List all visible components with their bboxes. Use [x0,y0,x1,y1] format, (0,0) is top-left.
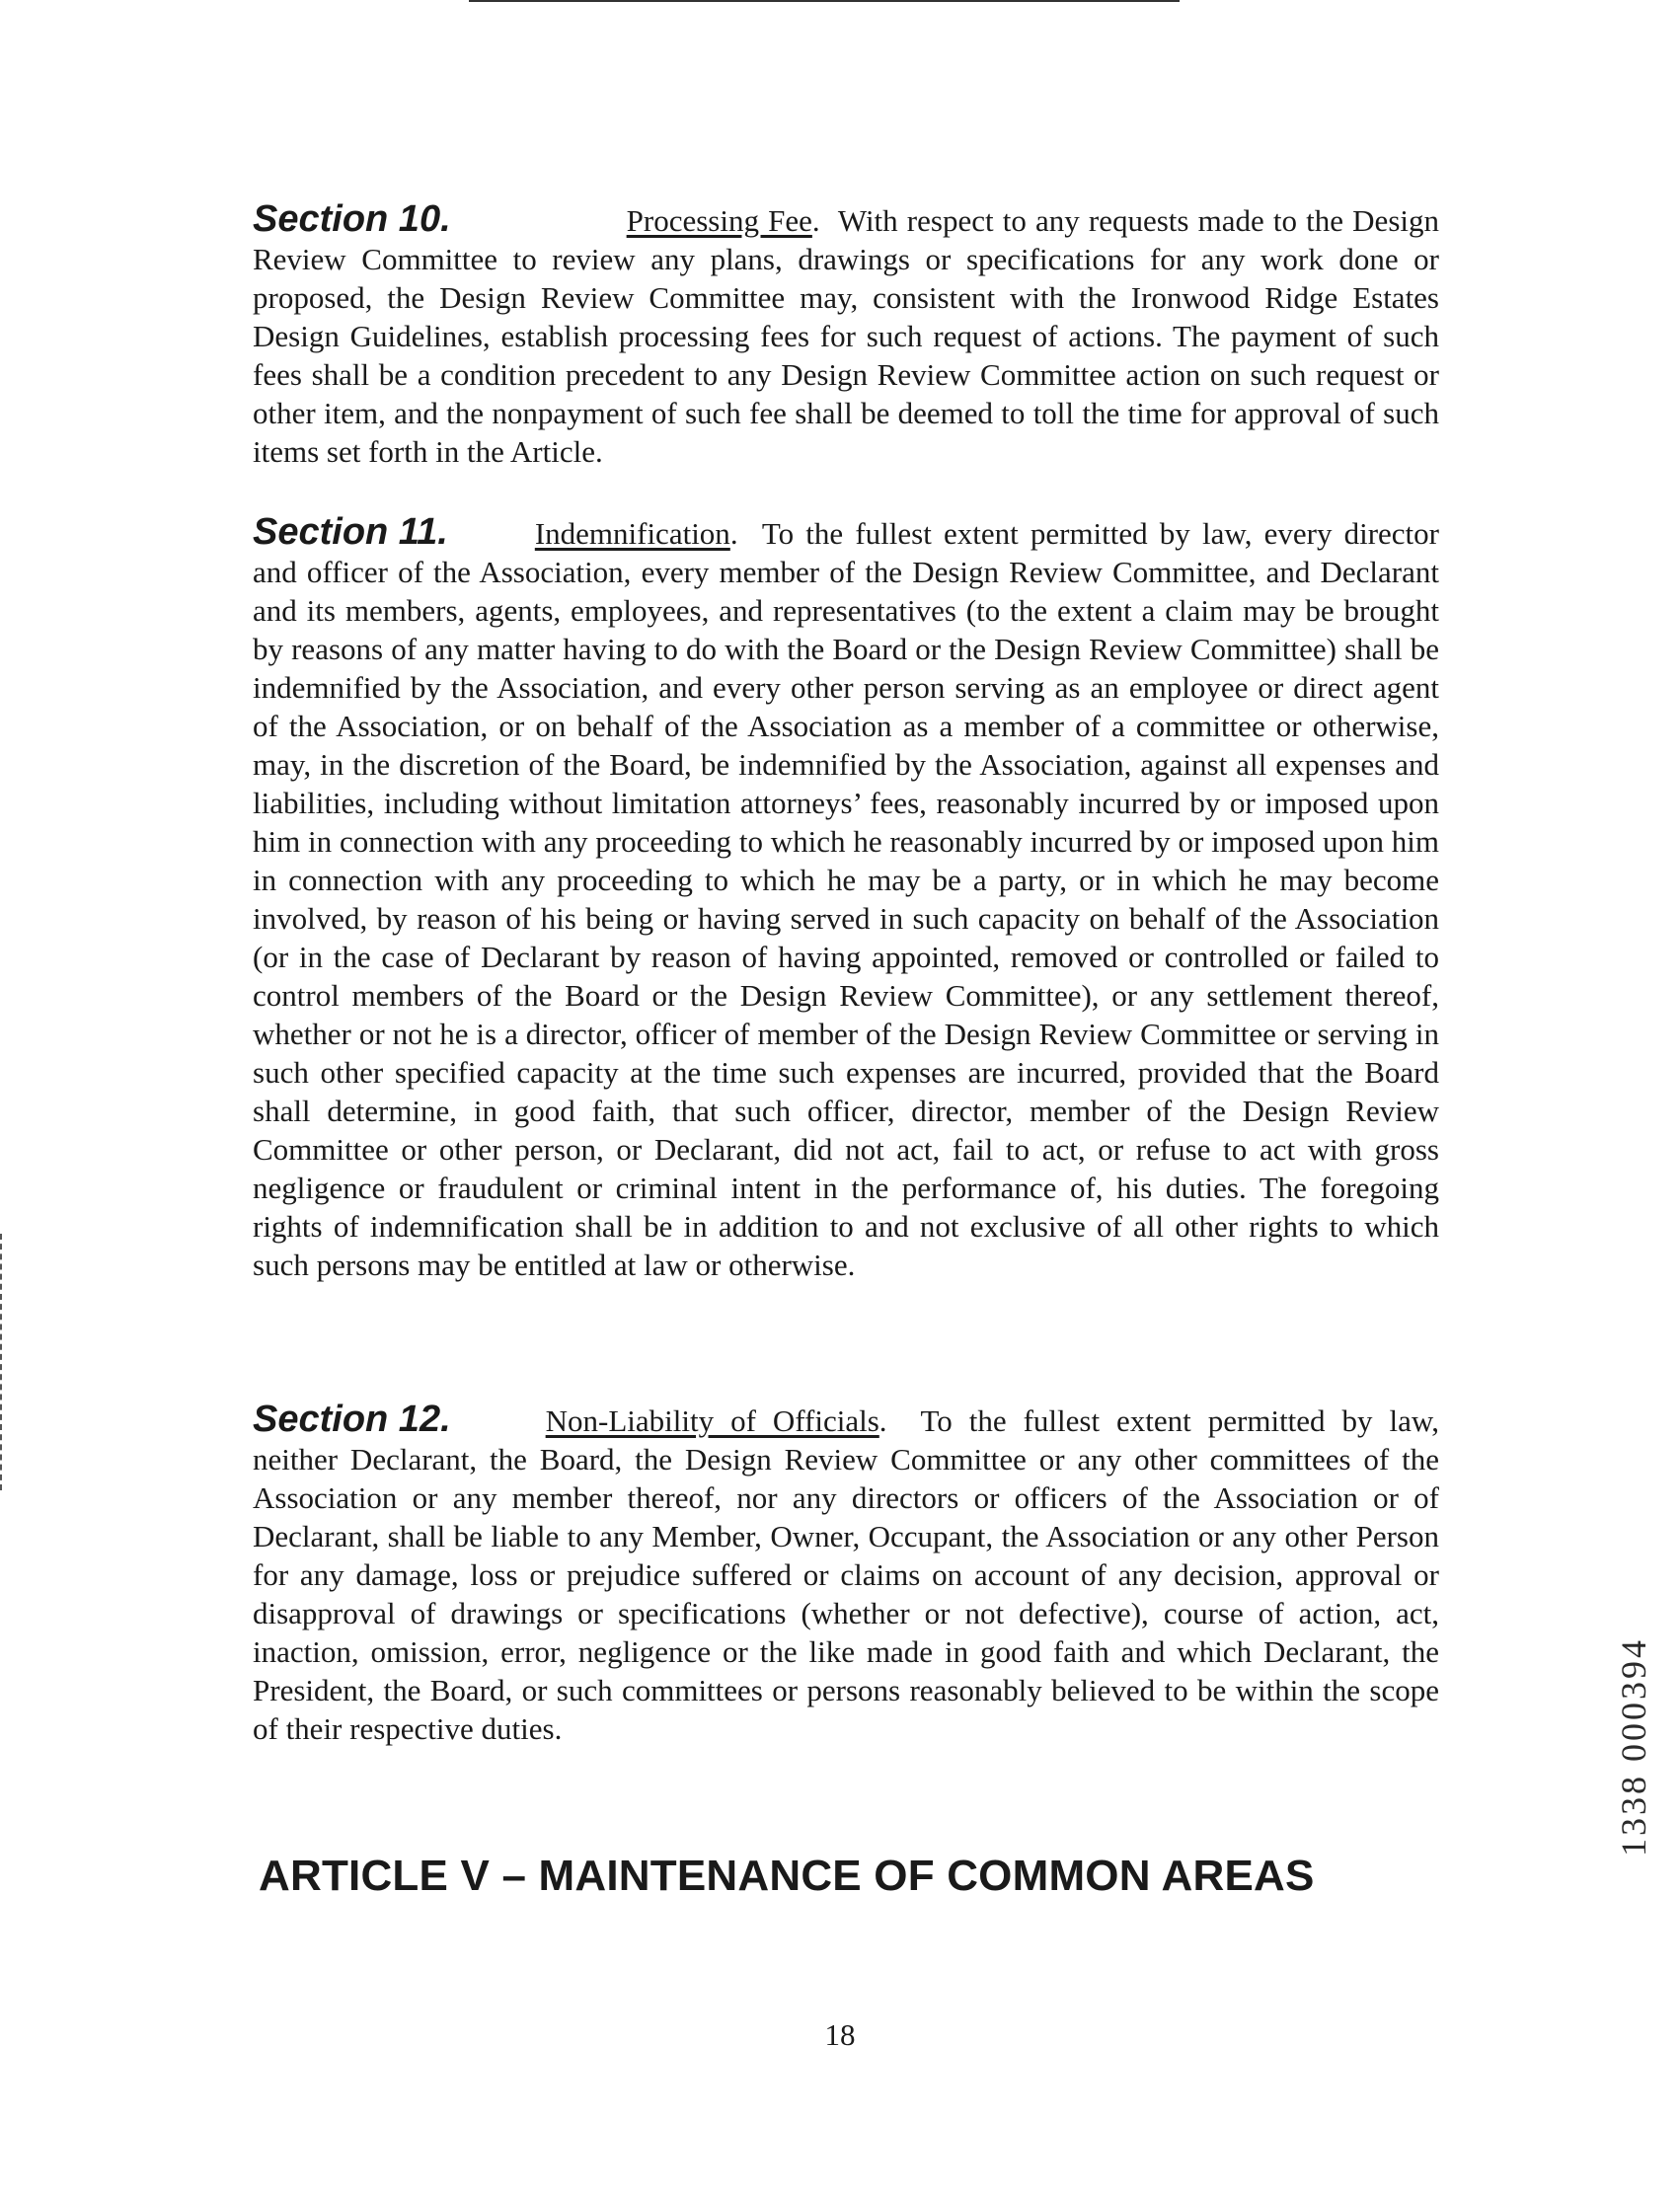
section-12-heading: Section 12. [253,1399,451,1440]
side-stamp-text: 1338 000394 [1614,1637,1653,1856]
section-10-body: With respect to any requests made to the Design Review Committee to review any plans, drawings or specifications for any work done or proposed, the Design Review Committee may, consistent with the Ironwood Ridge Estates Design Guidelines, establish processing fees for such request of actions. The payment of such fees shall be a condition precedent to any Design Review Committee action on such request or other item, and the nonpayment of such fee shall be deemed to toll the time for approval of such items set forth in the Article. [253,203,1439,469]
top-scan-rule [469,0,1180,2]
side-stamp [1597,1584,1666,1860]
section-12-title: Non-Liability of Officials [545,1403,879,1438]
section-10: Section 10. Processing Fee. With respect to any requests made to the Design Review Committee to review any plans, drawings or specifications for any work done or proposed, the Design Review Committee may, consistent with the Ironwood Ridge Estates Design Guidelines, establish processing fees for such request of actions. The payment of such fees shall be a condition precedent to any Design Review Committee action on such request or other item, and the nonpayment of such fee shall be deemed to toll the time for approval of such items set forth in the Article. [253,198,1439,469]
section-10-title: Processing Fee [626,203,812,238]
article-heading: ARTICLE V – MAINTENANCE OF COMMON AREAS [259,1852,1315,1900]
page-number: 18 [824,2017,856,2052]
section-11-body: To the fullest extent permitted by law, every director and officer of the Association, every member of the Design Review Committee, and Declarant and its members, agents, employees, and representatives (to the extent a claim may be brought by reasons of any matter having to do with the Board or the Design Review Committee) shall be indemnified by the Association, and every other person serving as an employee or direct agent of the Association, or on behalf of the Association as a member of a committee or otherwise, may, in the discretion of the Board, be indemnified by the Association, against all expenses and liabilities, including without limitation attorneys’ fees, reasonably incurred by or imposed upon him in connection with any proceeding to which he reasonably incurred by or imposed upon him in connection with any proceeding to which he may be a party, or in which he may become involved, by reason of his being or having served in such capacity on behalf of the Association (or in the case of Declarant by reason of having appointed, removed or controlled or failed to control members of the Board or the Design Review Committee), or any settlement thereof, whether or not he is a director, officer of member of the Design Review Committee or serving in such other specified capacity at the time such expenses are incurred, provided that the Board shall determine, in good faith, that such officer, director, member of the Design Review Committee or other person, or Declarant, did not act, fail to act, or refuse to act with gross negligence or fraudulent or criminal intent in the performance of, his duties. The foregoing rights of indemnification shall be in addition to and not exclusive of all other rights to which such persons may be entitled at law or otherwise. [253,516,1439,1282]
section-11-heading: Section 11. [253,511,448,553]
section-11-title: Indemnification [534,516,730,551]
left-scan-edge [0,1234,4,1490]
section-12: Section 12. Non-Liability of Officials. To the fullest extent permitted by law, neither Declarant, the Board, the Design Review Committee or any other committees of the Association or any member thereof, nor any directors or officers of the Association or of Declarant, shall be liable to any Member, Owner, Occupant, the Association or any other Person for any damage, loss or prejudice suffered or claims on account of any decision, approval or disapproval of drawings or specifications (whether or not defective), course of action, act, inaction, omission, error, negligence or the like made in good faith and which Declarant, the President, the Board, or such committees or persons reasonably believed to be within the scope of their respective duties. [253,1399,1439,1746]
section-12-body: To the fullest extent permitted by law, neither Declarant, the Board, the Design Review Committee or any other committees of the Association or any member thereof, nor any directors or officers of the Association or of Declarant, shall be liable to any Member, Owner, Occupant, the Association or any other Person for any damage, loss or prejudice suffered or claims on account of any decision, approval or disapproval of drawings or specifications (whether or not defective), course of action, act, inaction, omission, error, negligence or the like made in good faith and which Declarant, the President, the Board, or such committees or persons reasonably believed to be within the scope of their respective duties. [253,1403,1439,1746]
section-10-heading: Section 10. [253,198,451,240]
section-11: Section 11. Indemnification. To the fullest extent permitted by law, every director and officer of the Association, every member of the Design Review Committee, and Declarant and its members, agents, employees, and representatives (to the extent a claim may be brought by reasons of any matter having to do with the Board or the Design Review Committee) shall be indemnified by the Association, and every other person serving as an employee or direct agent of the Association, or on behalf of the Association as a member of a committee or otherwise, may, in the discretion of the Board, be indemnified by the Association, against all expenses and liabilities, including without limitation attorneys’ fees, reasonably incurred by or imposed upon him in connection with any proceeding to which he reasonably incurred by or imposed upon him in connection with any proceeding to which he may be a party, or in which he may become involved, by reason of his being or having served in such capacity on behalf of the Association (or in the case of Declarant by reason of having appointed, removed or controlled or failed to control members of the Board or the Design Review Committee), or any settlement thereof, whether or not he is a director, officer of member of the Design Review Committee or serving in such other specified capacity at the time such expenses are incurred, provided that the Board shall determine, in good faith, that such officer, director, member of the Design Review Committee or other person, or Declarant, did not act, fail to act, or refuse to act with gross negligence or fraudulent or criminal intent in the performance of, his duties. The foregoing rights of indemnification shall be in addition to and not exclusive of all other rights to which such persons may be entitled at law or otherwise. [253,511,1439,1282]
